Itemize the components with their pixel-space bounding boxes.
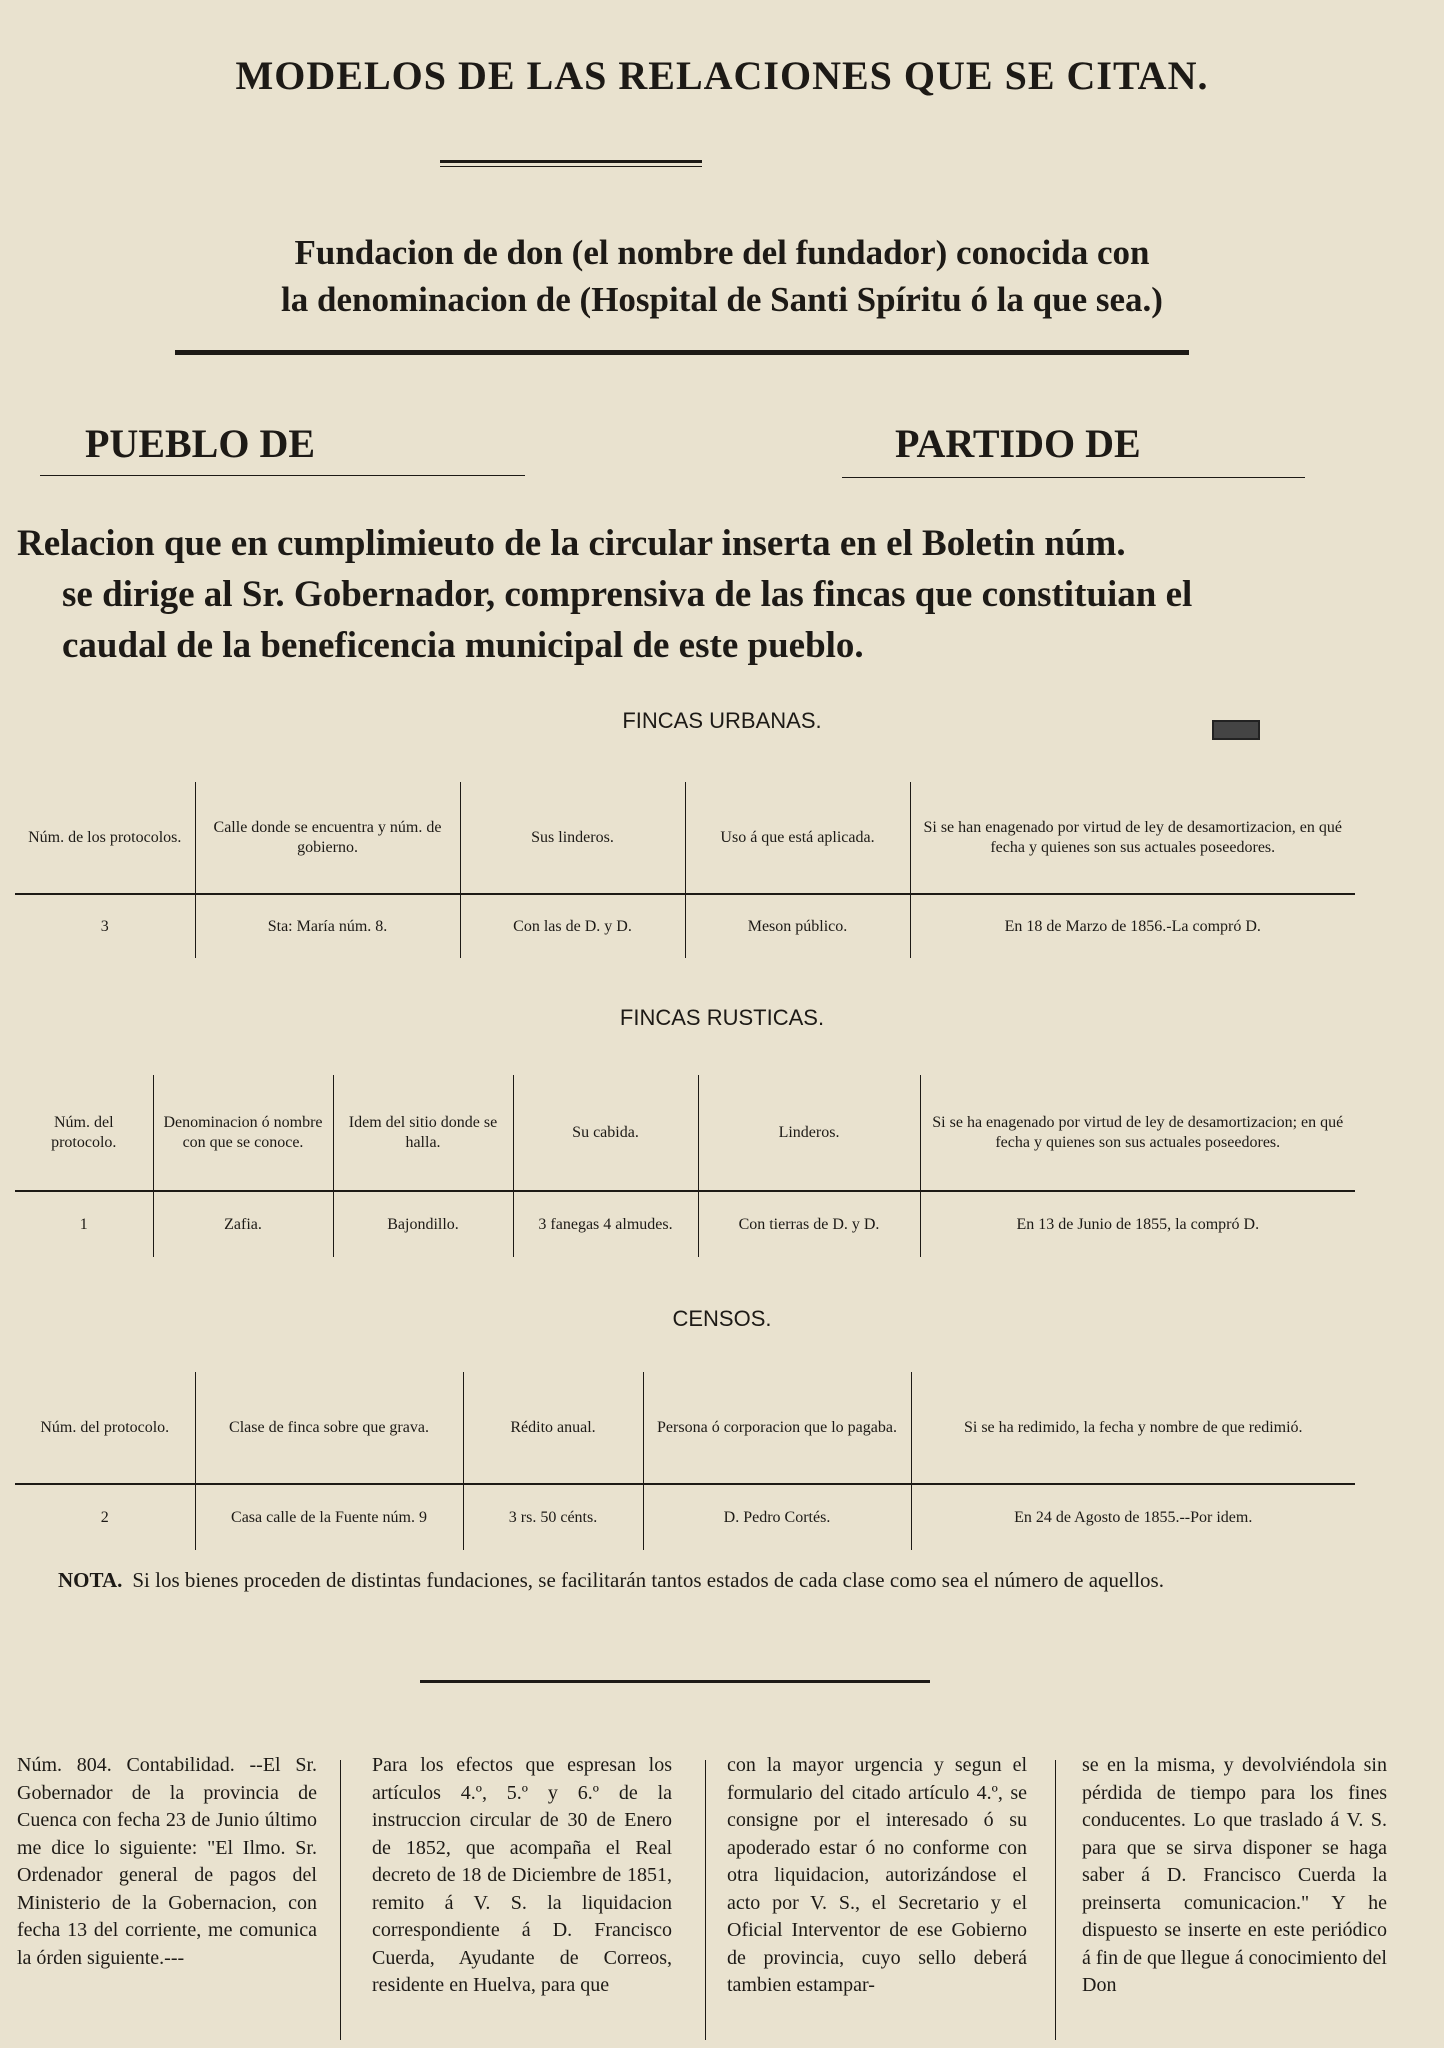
fundacion-divider xyxy=(175,350,1189,355)
urbanas-cell-linderos: Con las de D. y D. xyxy=(460,894,685,958)
column-2: Para los efectos que espresan los artículos 4.º, 5.º y 6.º de la instruccion circular de 30 de Enero de 1852, que acompaña el Real decreto de 18 de Diciembre de 1851, remito á V. S. la liquidacion correspondiente á D. Francisco Cuerda, Ayudante de Correos, residente en Huelva, para que xyxy=(372,1754,672,1996)
pueblo-underline xyxy=(40,475,525,476)
relacion-line-2: se dirige al Sr. Gobernador, comprensiva de las fincas que constituian el xyxy=(62,574,1193,615)
page-title: MODELOS DE LAS RELACIONES QUE SE CITAN. xyxy=(235,53,1209,98)
rusticas-cell-denominacion: Zafia. xyxy=(153,1191,333,1257)
censos-cell-num: 2 xyxy=(100,1508,109,1526)
relacion-line-1: Relacion que en cumplimieuto de la circular inserta en el Boletin núm. xyxy=(17,523,1126,564)
rusticas-header-num: Núm. del protocolo. xyxy=(15,1075,153,1191)
censos-header-clase: Clase de finca sobre que grava. xyxy=(195,1372,463,1484)
rusticas-header-cabida: Su cabida. xyxy=(513,1075,698,1191)
censos-cell-persona: D. Pedro Cortés. xyxy=(643,1484,911,1550)
partido-label: PARTIDO DE xyxy=(895,421,1141,466)
censos-header-redito: Rédito anual. xyxy=(463,1372,643,1484)
censos-header-num: Núm. del protocolo. xyxy=(15,1372,195,1484)
relacion-line-3: caudal de la beneficencia municipal de este pueblo. xyxy=(62,625,864,666)
column-rule-3 xyxy=(1055,1760,1056,2040)
column-rule-2 xyxy=(705,1760,706,2040)
table-row xyxy=(15,1191,1355,1257)
urbanas-title: FINCAS URBANAS. xyxy=(622,708,822,733)
urbanas-cell-uso: Meson público. xyxy=(685,894,910,958)
rusticas-header-linderos: Linderos. xyxy=(698,1075,920,1191)
column-3: con la mayor urgencia y segun el formulario del citado artículo 4.º, se consigne por el interesado ó su apoderado estar ó no conforme con otra liquidacion, autorizándose el acto por V. S., el Secretario y el Oficial Interventor de ese Gobierno de provincia, cuyo sello deberá tambien estampar- xyxy=(727,1754,1027,1996)
rusticas-cell-cabida: 3 fanegas 4 almudes. xyxy=(513,1191,698,1257)
urbanas-cell-calle: Sta: María núm. 8. xyxy=(195,894,460,958)
rusticas-table xyxy=(15,1075,1355,1257)
partido-underline xyxy=(842,477,1305,478)
rusticas-header-sitio: Idem del sitio donde se halla. xyxy=(333,1075,513,1191)
table-row xyxy=(15,1484,1355,1550)
censos-header-redimido: Si se ha redimido, la fecha y nombre de que redimió. xyxy=(911,1372,1355,1484)
censos-title: CENSOS. xyxy=(672,1306,772,1331)
censos-header-persona: Persona ó corporacion que lo pagaba. xyxy=(643,1372,911,1484)
censos-cell-redimido: En 24 de Agosto de 1855.--Por idem. xyxy=(911,1484,1355,1550)
column-rule-1 xyxy=(340,1760,341,2040)
urbanas-header-calle: Calle donde se encuentra y núm. de gobierno. xyxy=(195,782,460,894)
rusticas-cell-linderos: Con tierras de D. y D. xyxy=(698,1191,920,1257)
table-row xyxy=(15,894,1355,958)
rusticas-header-enagenado: Si se ha enagenado por virtud de ley de desamortizacion; en qué fecha y quienes son sus actuales poseedores. xyxy=(920,1075,1355,1191)
urbanas-table xyxy=(15,782,1355,958)
rusticas-cell-enagenado: En 13 de Junio de 1855, la compró D. xyxy=(920,1191,1355,1257)
column-4: se en la misma, y devolviéndola sin pérdida de tiempo para los fines conducentes. Lo que traslado á V. S. para que se sirva disponer se haga saber á D. Francisco Cuerda la preinserta comunicacion." Y he dispuesto se inserte en este periódico á fin de que llegue á conocimiento del Don xyxy=(1082,1754,1387,1996)
title-ornament-thin xyxy=(440,166,702,167)
rusticas-title: FINCAS RUSTICAS. xyxy=(619,1005,825,1030)
urbanas-header-uso: Uso á que está aplicada. xyxy=(685,782,910,894)
urbanas-header-num: Núm. de los protocolos. xyxy=(15,782,195,894)
rusticas-header-denominacion: Denominacion ó nombre con que se conoce. xyxy=(153,1075,333,1191)
column-1: Núm. 804. Contabilidad. --El Sr. Gobernador de la provincia de Cuenca con fecha 23 de Junio último me dice lo siguiente: "El Ilmo. Sr. Ordenador general de pagos del Ministerio de la Gobernacion, con fecha 13 del corriente, me comunica la órden siguiente.--- xyxy=(17,1754,317,1969)
rusticas-cell-num: 1 xyxy=(79,1215,88,1233)
nota-divider xyxy=(420,1680,930,1683)
nota-label: NOTA. xyxy=(58,1568,123,1592)
censos-table xyxy=(15,1372,1355,1550)
fundacion-line-1: Fundacion de don (el nombre del fundador) conocida con xyxy=(294,233,1150,272)
urbanas-header-linderos: Sus linderos. xyxy=(460,782,685,894)
urbanas-cell-enagenado: En 18 de Marzo de 1856.-La compró D. xyxy=(910,894,1355,958)
urbanas-cell-num: 3 xyxy=(100,917,109,935)
fundacion-line-2: la denominacion de (Hospital de Santi Spíritu ó la que sea.) xyxy=(281,280,1163,319)
censos-cell-redito: 3 rs. 50 cénts. xyxy=(463,1484,643,1550)
urbanas-header-enagenado: Si se han enagenado por virtud de ley de desamortizacion, en qué fecha y quienes son sus actuales poseedores. xyxy=(910,782,1355,894)
nota-text: Si los bienes proceden de distintas fundaciones, se facilitarán tantos estados de cada clase como sea el número de aquellos. xyxy=(132,1568,1164,1592)
nota xyxy=(58,1568,1164,1593)
rusticas-cell-sitio: Bajondillo. xyxy=(333,1191,513,1257)
censos-cell-clase: Casa calle de la Fuente núm. 9 xyxy=(195,1484,463,1550)
title-ornament xyxy=(440,160,702,163)
stamp-icon xyxy=(1212,720,1260,740)
pueblo-label: PUEBLO DE xyxy=(85,421,316,466)
